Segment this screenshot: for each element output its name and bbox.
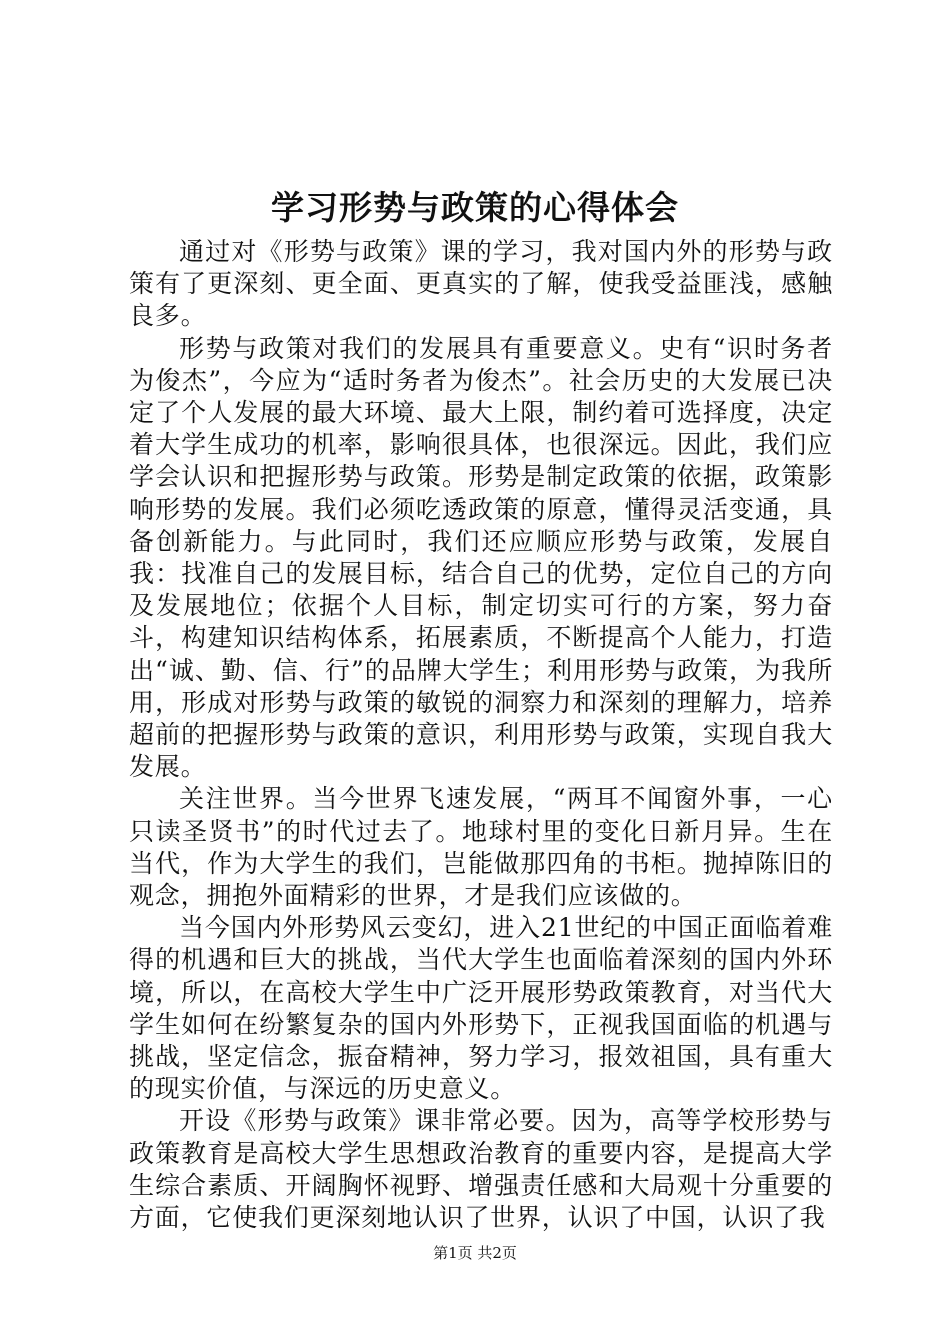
document-body [129, 236, 833, 1234]
paragraph-1: 通过对《形势与政策》课的学习，我对国内外的形势与政策有了更深刻、更全面、更真实的了解，使我受益匪浅，感触良多。 [129, 237, 833, 331]
paragraph-3: 关注世界。当今世界飞速发展，“两耳不闻窗外事，一心只读圣贤书”的时代过去了。地球村里的变化日新月异。生在当代，作为大学生的我们，岂能做那四角的书柜。抛掉陈旧的观念，拥抱外面精彩的世界，才是我们应该做的。 [129, 784, 833, 911]
page-number-footer: 第1页 共2页 [433, 1244, 517, 1262]
paragraph-4: 当今国内外形势风云变幻，进入21世纪的中国正面临着难得的机遇和巨大的挑战，当代大学生也面临着深刻的国内外环境，所以，在高校大学生中广泛开展形势政策教育，对当代大学生如何在纷繁复杂的国内外形势下，正视我国面临的机遇与挑战，坚定信念，振奋精神，努力学习，报效祖国，具有重大的现实价值，与深远的历史意义。 [129, 913, 833, 1104]
paragraph-2: 形势与政策对我们的发展具有重要意义。史有“识时务者为俊杰”，今应为“适时务者为俊杰”。社会历史的大发展已决定了个人发展的最大环境、最大上限，制约着可选择度，决定着大学生成功的机率，影响很具体，也很深远。因此，我们应学会认识和把握形势与政策。形势是制定政策的依据，政策影响形势的发展。我们必须吃透政策的原意，懂得灵活变通，具备创新能力。与此同时，我们还应顺应形势与政策，发展自我：找准自己的发展目标，结合自己的优势，定位自己的方向及发展地位；依据个人目标，制定切实可行的方案，努力奋斗，构建知识结构体系，拓展素质，不断提高个人能力，打造出“诚、勤、信、行”的品牌大学生；利用形势与政策，为我所用，形成对形势与政策的敏锐的洞察力和深刻的理解力，培养超前的把握形势与政策的意识，利用形势与政策，实现自我大发展。 [129, 333, 833, 782]
paragraph-5: 开设《形势与政策》课非常必要。因为，高等学校形势与政策教育是高校大学生思想政治教育的重要内容，是提高大学生综合素质、开阔胸怀视野、增强责任感和大局观十分重要的方面，它使我们更深刻地认识了世界，认识了中国，认识了我 [129, 1106, 833, 1233]
document-title: 学习形势与政策的心得体会 [271, 188, 679, 227]
